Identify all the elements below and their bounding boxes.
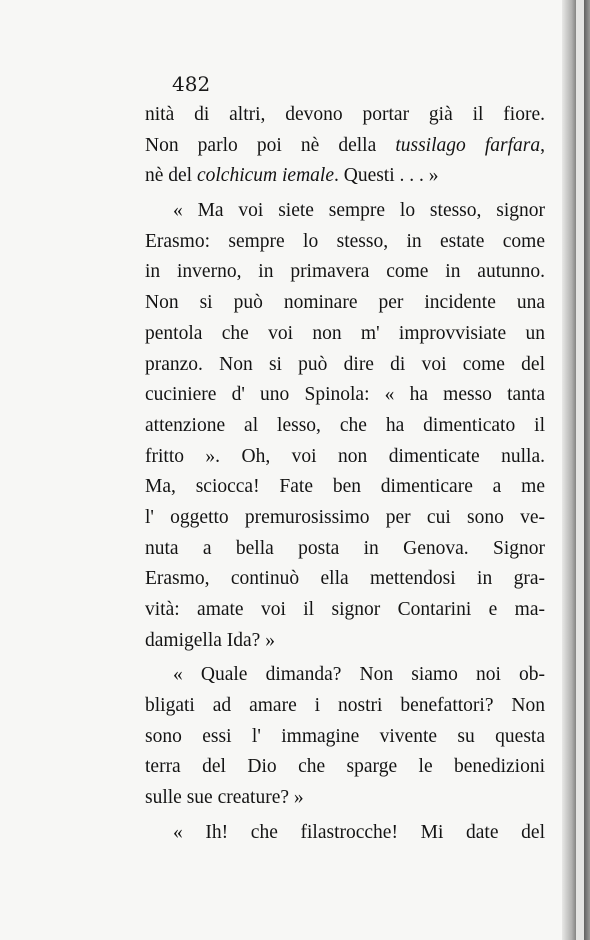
text-segment: sono essi l' immagine vivente su questa [145, 725, 545, 747]
text-segment: . Questi . . . » [333, 165, 439, 187]
text-segment: terra del Dio che sparge le benedizioni [145, 756, 545, 778]
text-line [145, 783, 545, 814]
text-segment: Non parlo poi nè della [145, 134, 396, 156]
text-line [145, 196, 545, 227]
italic-term: tussilago farfara [395, 134, 541, 156]
text-segment: l' oggetto premurosissimo per cui sono ve- [145, 506, 545, 528]
text-segment: pentola che voi non m' improvvisiate un [145, 322, 545, 344]
text-line [145, 691, 545, 722]
text-line [145, 131, 545, 162]
text-line [145, 564, 545, 595]
text-line [145, 350, 545, 381]
text-line [145, 595, 545, 626]
text-segment: attenzione al lesso, che ha dimenticato il [145, 414, 545, 436]
text-segment: Non si può nominare per incidente una [145, 292, 545, 314]
text-segment: damigella Ida? » [145, 629, 275, 651]
text-line [145, 100, 545, 131]
page-text [145, 100, 545, 849]
text-segment: « Quale dimanda? Non siamo noi ob- [173, 664, 545, 686]
text-segment: sulle sue creature? » [145, 787, 304, 809]
text-line [145, 660, 545, 691]
text-line [145, 380, 545, 411]
text-line [145, 503, 545, 534]
text-segment: « Ma voi siete sempre lo stesso, signor [173, 200, 545, 222]
text-segment: pranzo. Non si può dire di voi come del [145, 353, 545, 375]
text-segment: Erasmo: sempre lo stesso, in estate come [145, 230, 545, 252]
text-line [145, 534, 545, 565]
text-line [145, 227, 545, 258]
italic-term: colchicum iemale [196, 165, 334, 187]
text-segment: Erasmo, continuò ella mettendosi in gra- [145, 568, 545, 590]
text-line [145, 319, 545, 350]
text-segment: nità di altri, devono portar già il fiore. [145, 104, 545, 125]
text-segment: Ma, sciocca! Fate ben dimenticare a me [145, 476, 545, 498]
text-line [145, 626, 545, 657]
text-line [145, 472, 545, 503]
text-segment: nuta a bella posta in Genova. Signor [145, 537, 545, 559]
text-segment: nè del [145, 165, 197, 187]
text-segment: cuciniere d' uno Spinola: « ha messo tanta [145, 384, 545, 406]
text-line [145, 161, 545, 192]
text-segment: , [540, 134, 545, 156]
page-number: 482 [172, 72, 211, 96]
text-segment: in inverno, in primavera come in autunno. [145, 261, 545, 283]
text-segment: « Ih! che filastrocche! Mi date del [173, 821, 545, 843]
text-line [145, 752, 545, 783]
text-line [145, 818, 545, 849]
text-line [145, 411, 545, 442]
page-edge-highlight [576, 0, 584, 940]
text-segment: bligati ad amare i nostri benefattori? Non [145, 695, 545, 717]
text-line [145, 722, 545, 753]
text-segment: vità: amate voi il signor Contarini e ma- [145, 599, 545, 620]
text-line [145, 442, 545, 473]
text-line [145, 288, 545, 319]
text-segment: fritto ». Oh, voi non dimenticate nulla. [145, 445, 545, 467]
text-line [145, 257, 545, 288]
